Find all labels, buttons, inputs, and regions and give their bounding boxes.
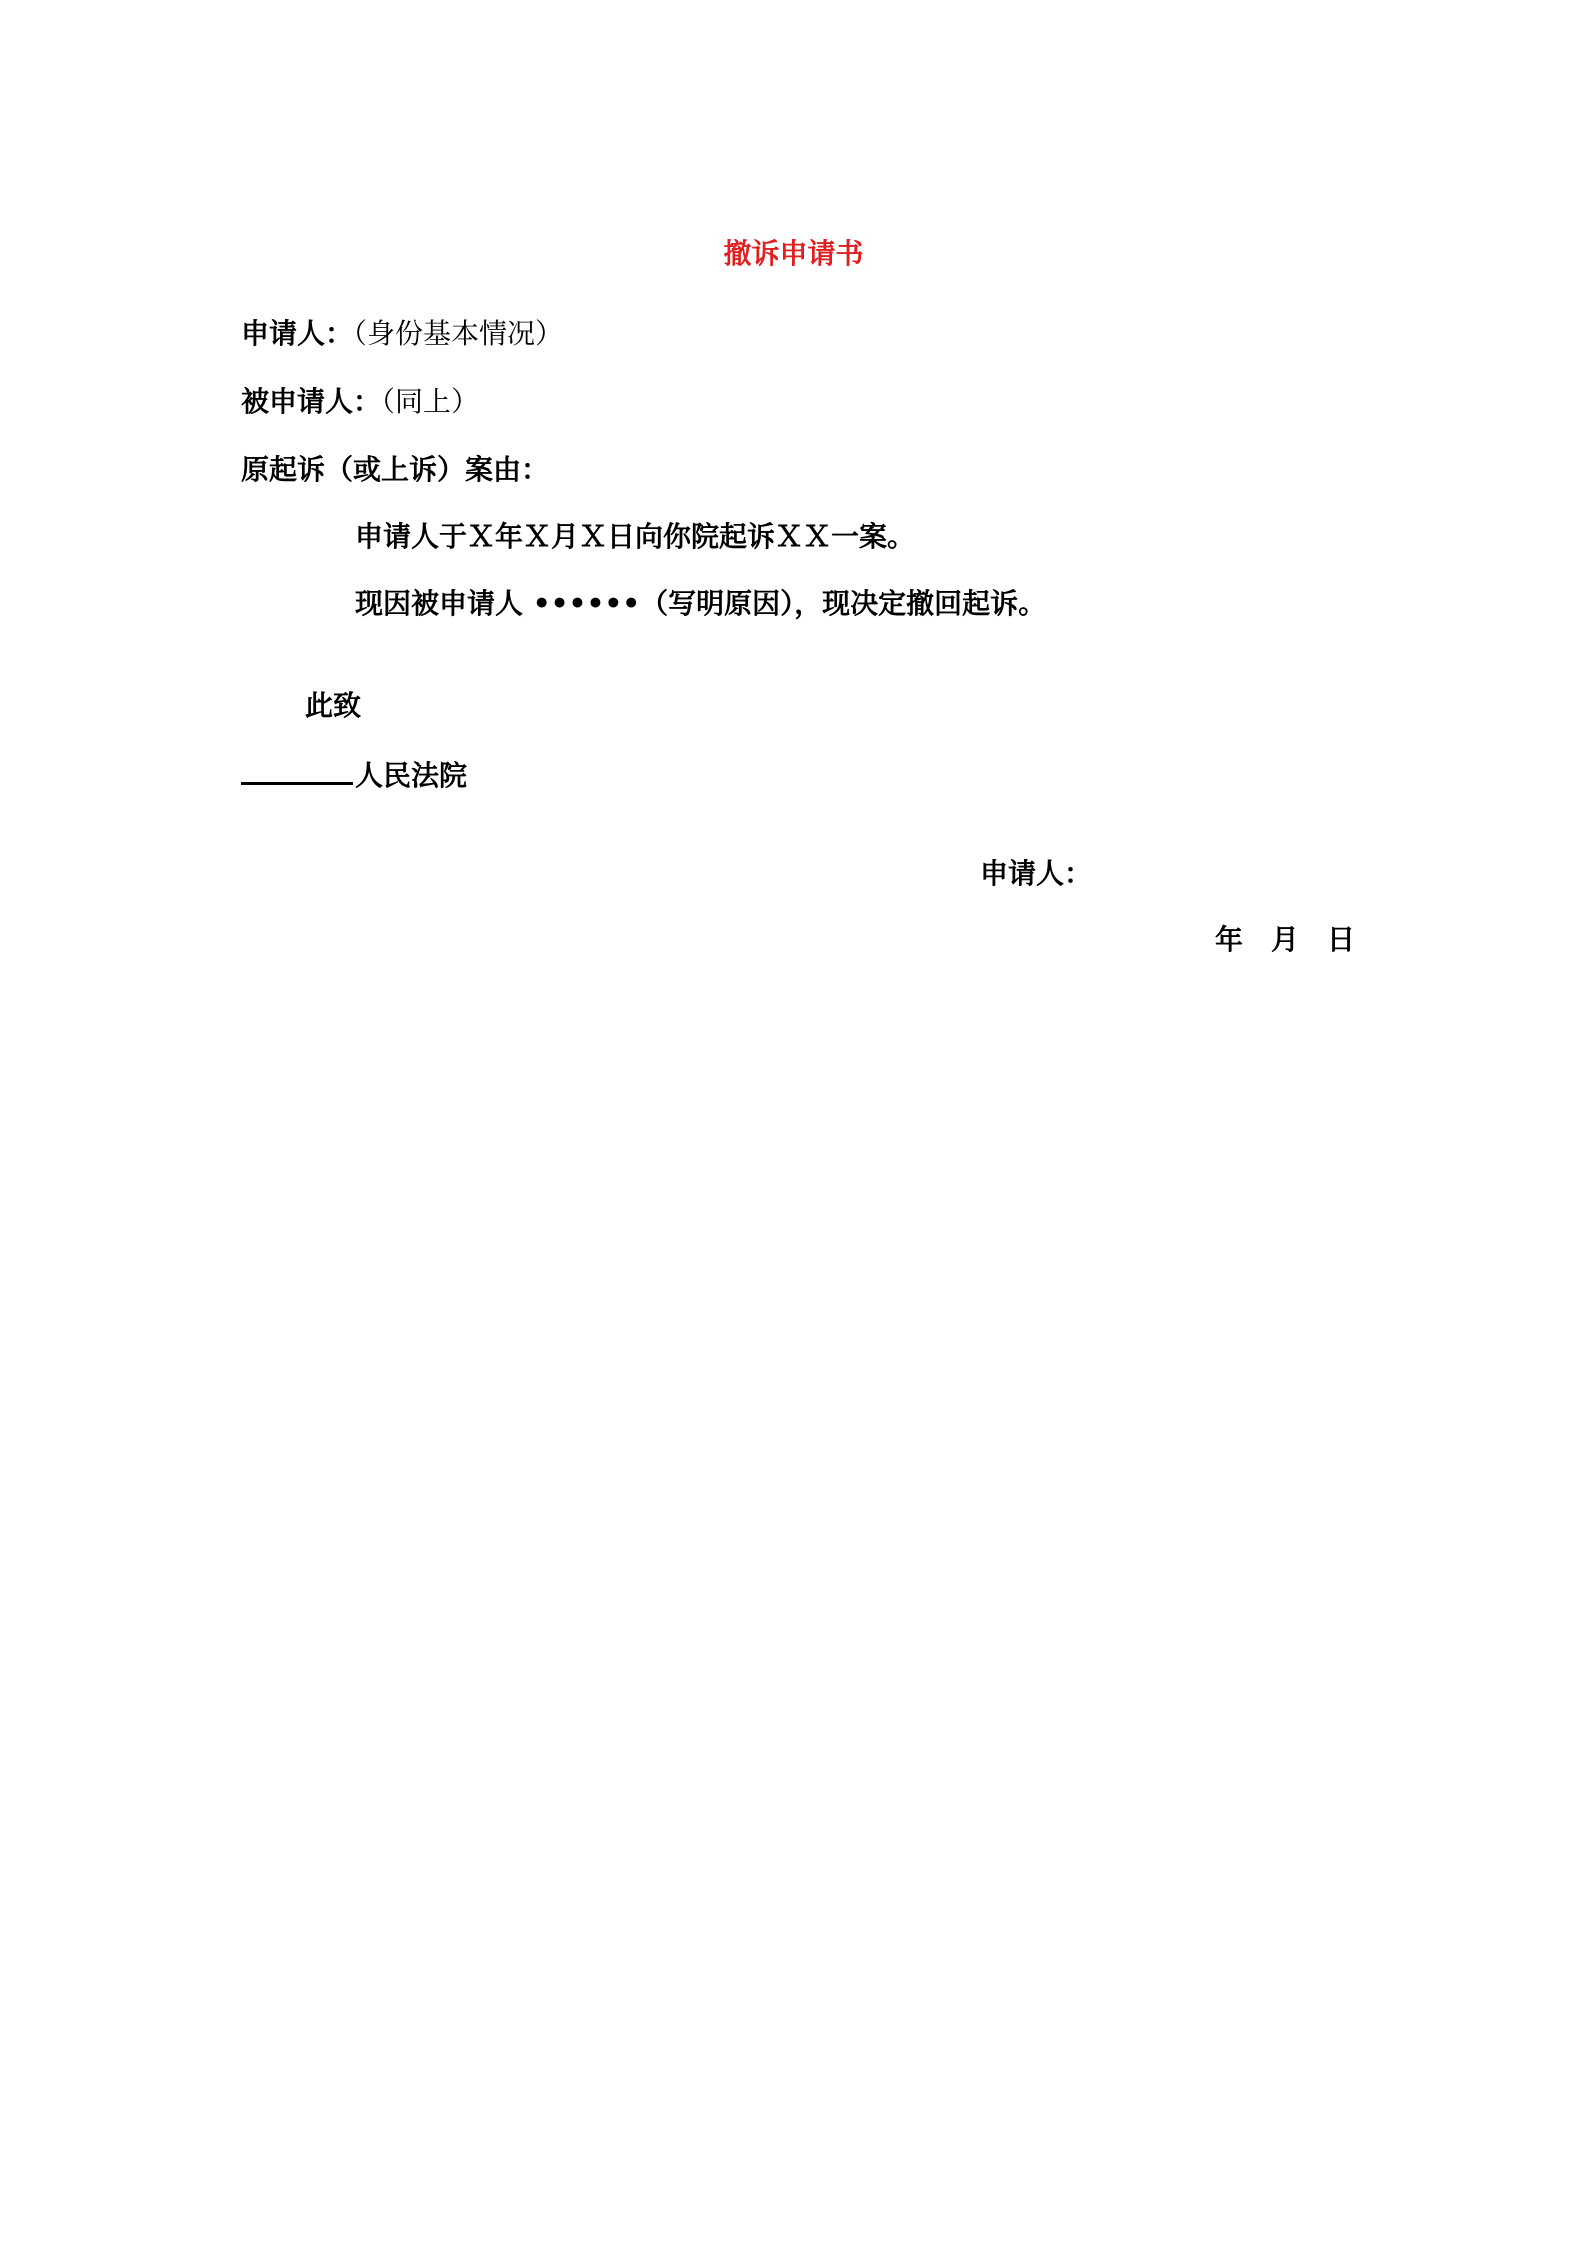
applicant-note: （身份基本情况） <box>353 317 564 350</box>
respondent-line <box>241 384 479 420</box>
applicant-line <box>241 316 563 352</box>
court-suffix: 人民法院 <box>355 759 468 792</box>
respondent-note: （同上） <box>381 385 480 418</box>
body-paragraph-1: 申请人于Ｘ年Ｘ月Ｘ日向你院起诉ＸＸ一案。 <box>355 520 916 553</box>
court-line <box>241 756 467 794</box>
salutation: 此致 <box>305 689 362 722</box>
signature-label: 申请人： <box>980 857 1093 890</box>
date-line: 年 月 日 <box>1215 923 1356 956</box>
court-name-blank <box>241 756 353 785</box>
body-paragraph-2: 现因被申请人 ••••••（写明原因），现决定撤回起诉。 <box>355 587 1047 620</box>
case-cause-label: 原起诉（或上诉）案由： <box>241 453 550 486</box>
applicant-label: 申请人： <box>241 317 354 350</box>
respondent-label: 被申请人： <box>241 385 382 418</box>
document-title: 撤诉申请书 <box>723 237 864 270</box>
